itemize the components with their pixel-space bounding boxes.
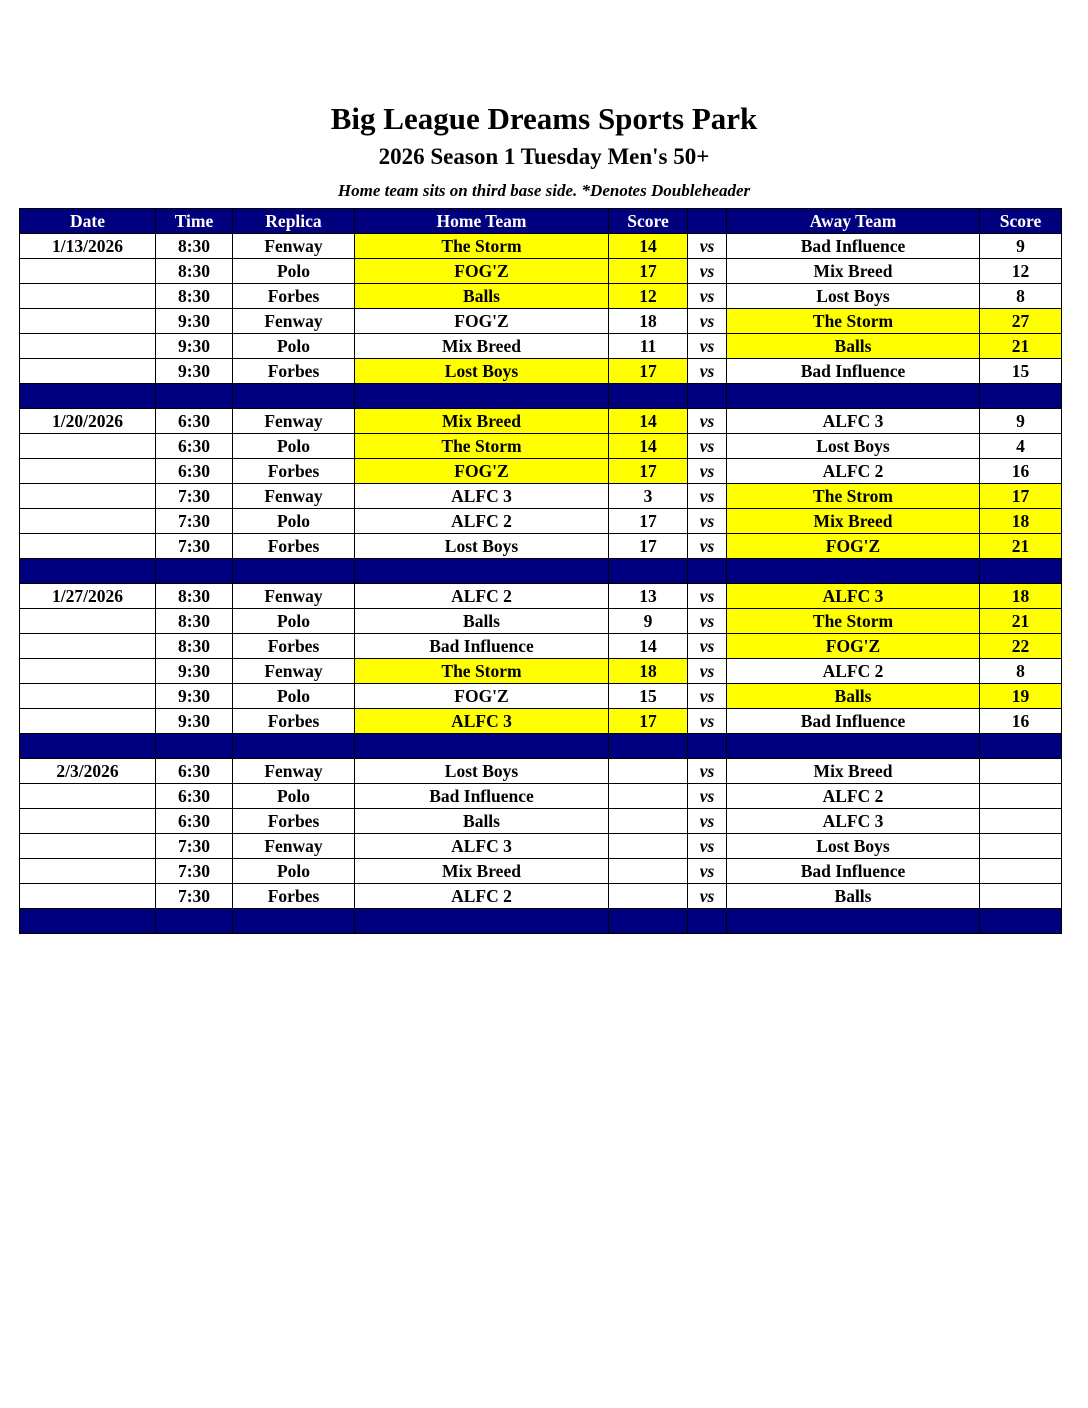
away-score-header: Score (980, 209, 1062, 234)
vs-label: vs (688, 509, 727, 534)
separator-cell (355, 559, 609, 584)
away-team: ALFC 3 (727, 584, 980, 609)
game-row (20, 534, 1062, 559)
game-date (20, 459, 156, 484)
home-score-header: Score (609, 209, 688, 234)
vs-label: vs (688, 334, 727, 359)
separator-cell (156, 734, 233, 759)
away-score (980, 759, 1062, 784)
game-row (20, 309, 1062, 334)
vs-label: vs (688, 584, 727, 609)
away-score: 8 (980, 284, 1062, 309)
game-replica: Forbes (233, 884, 355, 909)
game-row (20, 509, 1062, 534)
away-team: FOG'Z (727, 634, 980, 659)
away-team: FOG'Z (727, 534, 980, 559)
game-row (20, 609, 1062, 634)
away-score: 16 (980, 709, 1062, 734)
game-time: 9:30 (156, 684, 233, 709)
vs-label: vs (688, 259, 727, 284)
game-date (20, 359, 156, 384)
separator-cell (609, 734, 688, 759)
game-replica: Forbes (233, 709, 355, 734)
game-replica: Polo (233, 784, 355, 809)
away-score: 18 (980, 584, 1062, 609)
home-score: 17 (609, 259, 688, 284)
vs-label: vs (688, 684, 727, 709)
vs-label: vs (688, 859, 727, 884)
home-team: ALFC 2 (355, 884, 609, 909)
game-date: 2/3/2026 (20, 759, 156, 784)
away-score: 21 (980, 609, 1062, 634)
game-date (20, 309, 156, 334)
away-score: 15 (980, 359, 1062, 384)
home-score: 13 (609, 584, 688, 609)
away-score: 27 (980, 309, 1062, 334)
separator-cell (233, 384, 355, 409)
game-replica: Forbes (233, 284, 355, 309)
vs-header (688, 209, 727, 234)
away-team: ALFC 2 (727, 659, 980, 684)
header-row (20, 209, 1062, 234)
vs-label: vs (688, 284, 727, 309)
home-team: ALFC 3 (355, 484, 609, 509)
vs-label: vs (688, 709, 727, 734)
game-replica: Fenway (233, 759, 355, 784)
week-separator-row (20, 559, 1062, 584)
game-time: 6:30 (156, 784, 233, 809)
home-team: The Storm (355, 659, 609, 684)
game-time: 9:30 (156, 359, 233, 384)
away-team: Lost Boys (727, 834, 980, 859)
away-score: 21 (980, 334, 1062, 359)
separator-cell (156, 909, 233, 934)
away-team: Balls (727, 884, 980, 909)
home-score: 17 (609, 509, 688, 534)
away-score: 9 (980, 409, 1062, 434)
separator-cell (609, 384, 688, 409)
away-score: 17 (980, 484, 1062, 509)
vs-label: vs (688, 534, 727, 559)
away-score (980, 784, 1062, 809)
game-row (20, 684, 1062, 709)
game-replica: Polo (233, 334, 355, 359)
home-team: ALFC 2 (355, 509, 609, 534)
game-time: 9:30 (156, 709, 233, 734)
home-score: 15 (609, 684, 688, 709)
game-replica: Forbes (233, 809, 355, 834)
game-row (20, 484, 1062, 509)
home-team: Lost Boys (355, 359, 609, 384)
game-row (20, 834, 1062, 859)
game-date (20, 884, 156, 909)
schedule-note: Home team sits on third base side. *Denotes Doubleheader (337, 181, 751, 200)
separator-cell (20, 734, 156, 759)
game-time: 7:30 (156, 859, 233, 884)
game-row (20, 659, 1062, 684)
separator-cell (688, 559, 727, 584)
home-team: Mix Breed (355, 409, 609, 434)
game-row (20, 359, 1062, 384)
separator-cell (688, 909, 727, 934)
game-date (20, 859, 156, 884)
away-team-header: Away Team (727, 209, 980, 234)
game-time: 8:30 (156, 634, 233, 659)
game-time: 6:30 (156, 759, 233, 784)
game-time: 8:30 (156, 234, 233, 259)
game-replica: Polo (233, 509, 355, 534)
separator-cell (609, 559, 688, 584)
home-team: ALFC 2 (355, 584, 609, 609)
separator-cell (980, 734, 1062, 759)
home-score: 17 (609, 359, 688, 384)
home-score: 14 (609, 234, 688, 259)
page-title: Big League Dreams Sports Park (330, 101, 758, 136)
game-row (20, 459, 1062, 484)
game-replica: Polo (233, 609, 355, 634)
home-score (609, 784, 688, 809)
separator-cell (20, 559, 156, 584)
home-score: 12 (609, 284, 688, 309)
game-time: 8:30 (156, 259, 233, 284)
game-row (20, 334, 1062, 359)
separator-cell (20, 909, 156, 934)
vs-label: vs (688, 634, 727, 659)
away-team: Lost Boys (727, 284, 980, 309)
away-score (980, 834, 1062, 859)
away-team: ALFC 3 (727, 809, 980, 834)
game-time: 7:30 (156, 834, 233, 859)
vs-label: vs (688, 834, 727, 859)
away-team: Mix Breed (727, 259, 980, 284)
game-time: 9:30 (156, 309, 233, 334)
game-replica: Forbes (233, 534, 355, 559)
home-team: Lost Boys (355, 759, 609, 784)
home-score: 3 (609, 484, 688, 509)
home-team: Mix Breed (355, 859, 609, 884)
separator-cell (980, 559, 1062, 584)
home-team: Bad Influence (355, 784, 609, 809)
away-team: Balls (727, 684, 980, 709)
vs-label: vs (688, 809, 727, 834)
game-row (20, 759, 1062, 784)
game-replica: Polo (233, 859, 355, 884)
separator-cell (688, 734, 727, 759)
date-header: Date (20, 209, 156, 234)
game-date (20, 334, 156, 359)
home-score: 18 (609, 309, 688, 334)
game-time: 7:30 (156, 509, 233, 534)
home-team: ALFC 3 (355, 709, 609, 734)
home-team-header: Home Team (355, 209, 609, 234)
game-row (20, 784, 1062, 809)
away-team: Bad Influence (727, 859, 980, 884)
game-row (20, 634, 1062, 659)
home-score: 9 (609, 609, 688, 634)
game-row (20, 259, 1062, 284)
separator-cell (20, 384, 156, 409)
home-score: 18 (609, 659, 688, 684)
vs-label: vs (688, 409, 727, 434)
separator-cell (727, 384, 980, 409)
game-time: 8:30 (156, 609, 233, 634)
game-date (20, 484, 156, 509)
home-score (609, 834, 688, 859)
away-score: 19 (980, 684, 1062, 709)
game-replica: Fenway (233, 584, 355, 609)
game-time: 8:30 (156, 584, 233, 609)
game-replica: Fenway (233, 834, 355, 859)
game-date: 1/20/2026 (20, 409, 156, 434)
game-time: 9:30 (156, 334, 233, 359)
home-team: Balls (355, 284, 609, 309)
replica-header: Replica (233, 209, 355, 234)
page-subtitle: 2026 Season 1 Tuesday Men's 50+ (378, 144, 710, 169)
away-score (980, 809, 1062, 834)
game-time: 7:30 (156, 884, 233, 909)
game-row (20, 284, 1062, 309)
time-header: Time (156, 209, 233, 234)
separator-cell (727, 559, 980, 584)
vs-label: vs (688, 234, 727, 259)
away-score: 4 (980, 434, 1062, 459)
away-team: Bad Influence (727, 709, 980, 734)
separator-cell (980, 909, 1062, 934)
game-row (20, 809, 1062, 834)
away-score: 22 (980, 634, 1062, 659)
game-date (20, 534, 156, 559)
separator-cell (355, 909, 609, 934)
separator-cell (609, 909, 688, 934)
away-team: ALFC 2 (727, 784, 980, 809)
away-team: The Strom (727, 484, 980, 509)
home-team: FOG'Z (355, 684, 609, 709)
game-time: 6:30 (156, 809, 233, 834)
game-date (20, 809, 156, 834)
schedule-table (19, 208, 1062, 934)
away-team: Bad Influence (727, 234, 980, 259)
separator-cell (355, 384, 609, 409)
separator-cell (156, 384, 233, 409)
home-score: 17 (609, 534, 688, 559)
separator-cell (980, 384, 1062, 409)
schedule-body (20, 234, 1062, 934)
game-replica: Polo (233, 684, 355, 709)
game-replica: Fenway (233, 484, 355, 509)
home-team: Balls (355, 809, 609, 834)
home-score: 17 (609, 459, 688, 484)
home-team: Bad Influence (355, 634, 609, 659)
away-team: The Storm (727, 609, 980, 634)
away-score: 8 (980, 659, 1062, 684)
home-score: 11 (609, 334, 688, 359)
away-score: 18 (980, 509, 1062, 534)
game-row (20, 584, 1062, 609)
game-row (20, 884, 1062, 909)
away-team: Lost Boys (727, 434, 980, 459)
away-score: 16 (980, 459, 1062, 484)
home-team: FOG'Z (355, 459, 609, 484)
home-score: 14 (609, 409, 688, 434)
game-row (20, 434, 1062, 459)
home-team: The Storm (355, 234, 609, 259)
game-row (20, 409, 1062, 434)
vs-label: vs (688, 434, 727, 459)
separator-cell (156, 559, 233, 584)
home-team: FOG'Z (355, 259, 609, 284)
away-team: The Storm (727, 309, 980, 334)
game-time: 7:30 (156, 484, 233, 509)
game-replica: Polo (233, 259, 355, 284)
away-team: Mix Breed (727, 509, 980, 534)
home-score: 17 (609, 709, 688, 734)
away-team: ALFC 3 (727, 409, 980, 434)
away-score (980, 884, 1062, 909)
game-time: 6:30 (156, 434, 233, 459)
separator-cell (233, 559, 355, 584)
game-date (20, 634, 156, 659)
away-score: 12 (980, 259, 1062, 284)
home-team: Mix Breed (355, 334, 609, 359)
game-replica: Fenway (233, 659, 355, 684)
week-separator-row (20, 734, 1062, 759)
game-date: 1/13/2026 (20, 234, 156, 259)
game-date (20, 709, 156, 734)
separator-cell (727, 909, 980, 934)
game-row (20, 709, 1062, 734)
game-replica: Polo (233, 434, 355, 459)
week-separator-row (20, 384, 1062, 409)
home-team: Lost Boys (355, 534, 609, 559)
vs-label: vs (688, 784, 727, 809)
home-team: FOG'Z (355, 309, 609, 334)
vs-label: vs (688, 659, 727, 684)
away-score (980, 859, 1062, 884)
separator-cell (233, 734, 355, 759)
home-score (609, 884, 688, 909)
vs-label: vs (688, 309, 727, 334)
vs-label: vs (688, 359, 727, 384)
game-replica: Fenway (233, 409, 355, 434)
away-team: Balls (727, 334, 980, 359)
home-score (609, 859, 688, 884)
game-date (20, 834, 156, 859)
week-separator-row (20, 909, 1062, 934)
game-date (20, 659, 156, 684)
game-replica: Forbes (233, 459, 355, 484)
home-team: ALFC 3 (355, 834, 609, 859)
game-replica: Fenway (233, 234, 355, 259)
vs-label: vs (688, 884, 727, 909)
home-team: The Storm (355, 434, 609, 459)
game-row (20, 859, 1062, 884)
vs-label: vs (688, 759, 727, 784)
game-date (20, 684, 156, 709)
away-score: 21 (980, 534, 1062, 559)
vs-label: vs (688, 609, 727, 634)
game-replica: Forbes (233, 359, 355, 384)
game-date (20, 509, 156, 534)
game-date (20, 259, 156, 284)
game-date (20, 434, 156, 459)
separator-cell (727, 734, 980, 759)
home-score (609, 759, 688, 784)
game-replica: Forbes (233, 634, 355, 659)
away-score: 9 (980, 234, 1062, 259)
home-team: Balls (355, 609, 609, 634)
game-row (20, 234, 1062, 259)
game-time: 6:30 (156, 409, 233, 434)
separator-cell (355, 734, 609, 759)
game-date (20, 609, 156, 634)
away-team: ALFC 2 (727, 459, 980, 484)
vs-label: vs (688, 484, 727, 509)
home-score: 14 (609, 634, 688, 659)
game-time: 7:30 (156, 534, 233, 559)
vs-label: vs (688, 459, 727, 484)
game-time: 6:30 (156, 459, 233, 484)
separator-cell (233, 909, 355, 934)
game-date: 1/27/2026 (20, 584, 156, 609)
home-score (609, 809, 688, 834)
game-time: 9:30 (156, 659, 233, 684)
separator-cell (688, 384, 727, 409)
away-team: Bad Influence (727, 359, 980, 384)
game-replica: Fenway (233, 309, 355, 334)
home-score: 14 (609, 434, 688, 459)
game-date (20, 784, 156, 809)
game-time: 8:30 (156, 284, 233, 309)
game-date (20, 284, 156, 309)
away-team: Mix Breed (727, 759, 980, 784)
